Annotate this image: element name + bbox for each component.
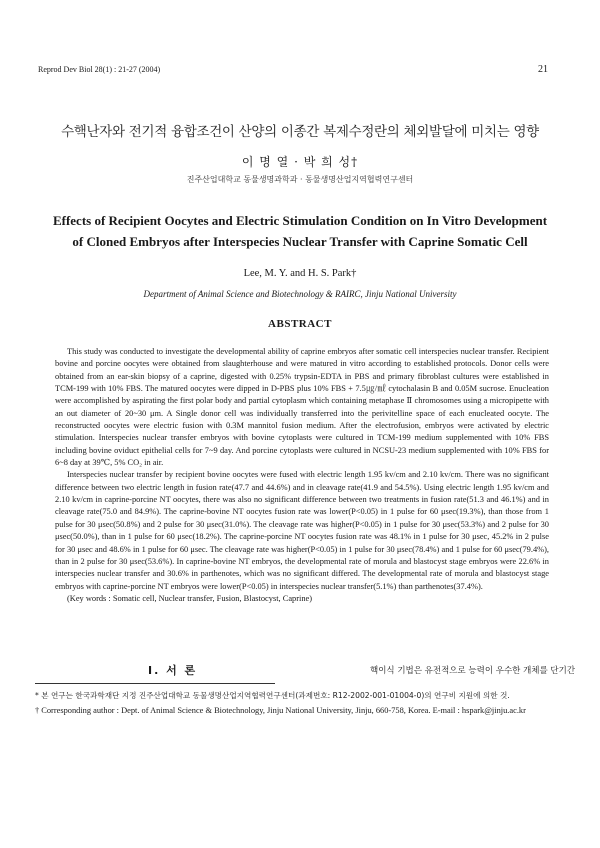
- abstract-paragraph-2: Interspecies nuclear transfer by recipient bovine oocytes were fused with electric length 1.95 kv/cm and 2.10 kv/cm. There was no significant difference between two electric length in fusion rate(47.7 and 44.6%) and in cleavage rate(41.9 and 54.5%). Using electric length 1.95 kv/cm and 2.10 kv/cm in caprine-porcine NT oocytes, there was also no significant difference between two treatments in fusion rate(51.3 and 46.1%) and in cleavage rate(75.0 and 84.9%). The caprine-bovine NT oocytes fusion rate was lower(P<0.05) in 1 pulse for 60 μsec(19.3%), than those from 1 pulse for 30 μsec(50.8%) and 2 pulse for 30 μsec(31.0%). The cleavage rate was higher(P<0.05) in 1 pulse for 30 μsec(53.3%) and 2 pulse for 30 μsec(50.0%), than in 1 pulse for 60 μsec(18.2%). The caprine-porcine NT oocytes fusion rate was 48.1% in 1 pulse for 30 μsec, 45.2% in 2 pulse for 30 μsec and 48.6% in 1 pulse for 60 μsec. The cleavage rate was higher(P<0.05) in 1 pulse for 30 μsec(78.4%) and 1 pulse for 60 μsec(79.4%), than in 2 pulse for 30 μsec(53.6%). In caprine-bovine NT embryos, the developmental rate of morula and blastocyst stage embryos were 22.6% in interspecies nuclear transfer and 30.6% in parthenotes, which was no significant differed. The developmental rate of morula and blastocyst stage embryos with caprine-porcine NT embryos were lower(P<0.05) in interspecies nuclear transfer(5.1%) than parthenotes(37.4%).: [55, 470, 549, 591]
- english-affiliation: Department of Animal Science and Biotechnology & RAIRC, Jinju National University: [143, 289, 457, 299]
- section-heading-introduction: Ⅰ. 서 론: [148, 664, 198, 677]
- abstract-heading: ABSTRACT: [268, 318, 332, 330]
- footnotes: [35, 690, 560, 720]
- running-head: [38, 64, 548, 75]
- journal-citation: Reprod Dev Biol 28(1) : 21-27 (2004): [38, 65, 161, 74]
- english-title-line2: of Cloned Embryos after Interspecies Nuclear Transfer with Caprine Somatic Cell: [72, 234, 528, 249]
- introduction-text: 핵이식 기법은 유전적으로 능력이 우수한 개체를 단기간: [370, 666, 576, 676]
- english-title: [30, 210, 570, 252]
- funding-footnote: * 본 연구는 한국과학재단 지정 진주산업대학교 동물생명산업지역협력연구센터(과제번호: R12-2002-001-01004-0)의 연구비 지원에 의한 것.: [35, 691, 510, 700]
- page-number: 21: [538, 64, 548, 75]
- english-authors: Lee, M. Y. and H. S. Park†: [243, 268, 357, 279]
- english-title-line1: Effects of Recipient Oocytes and Electric Stimulation Condition on In Vitro Development: [52, 213, 548, 228]
- corresponding-author-footnote: † Corresponding author : Dept. of Animal Science & Biotechnology, Jinju National University, Jinju, 660-758, Korea. E-mail : hspark@jinju.ac.kr: [35, 706, 526, 715]
- korean-authors: 이 명 열 · 박 희 성†: [241, 155, 359, 169]
- korean-affiliation: 진주산업대학교 동물생명과학과 · 동물생명산업지역협력연구센터: [186, 175, 414, 184]
- abstract-body: [55, 346, 549, 605]
- footnote-divider: [35, 683, 275, 684]
- korean-title: 수핵난자와 전기적 융합조건이 산양의 이종간 복제수정란의 체외발달에 미치는 영향: [61, 124, 539, 140]
- abstract-paragraph-1: This study was conducted to investigate the developmental ability of caprine embryos after somatic cell interspecies nuclear transfer. Recipient bovine and porcine oocytes were obtained from slaughterhouse and were matured in vitro according to established protocols. Donor cells were obtained from an ear-skin biopsy of a caprine, digested with 0.25% trypsin-EDTA in PBS and primary fibroblast cultures were established in TCM-199 with 10% FBS. The matured oocytes were dipped in D-PBS plus 10% FBS + 7.5㎍/㎖ cytochalasin B and 0.05M sucrose. Enucleation were accomplished by aspirating the first polar body and partial cytoplasm which containing metaphase Ⅱ chromosomes using a micropipette with an out diameter of 20~30 μm. A Single donor cell was individually transferred into the perivitelline space of each enucleated oocyte. The reconstructed oocytes were electric fusion with 0.3M mannitol fusion medium. After the electrofusion, embryos were activated by electric stimulation. Interspecies nuclear transfer embryos with bovine cytoplasts were cultured in TCM-199 medium supplemented with 10% FBS including bovine oviduct epithelial cells for 7~9 day. And porcine cytoplasts were cultured in NCSU-23 medium supplemented with 10% FBS for 6~8 day at 39℃, 5% CO₂ in air.: [55, 347, 549, 468]
- keywords: (Key words : Somatic cell, Nuclear transfer, Fusion, Blastocyst, Caprine): [67, 593, 313, 603]
